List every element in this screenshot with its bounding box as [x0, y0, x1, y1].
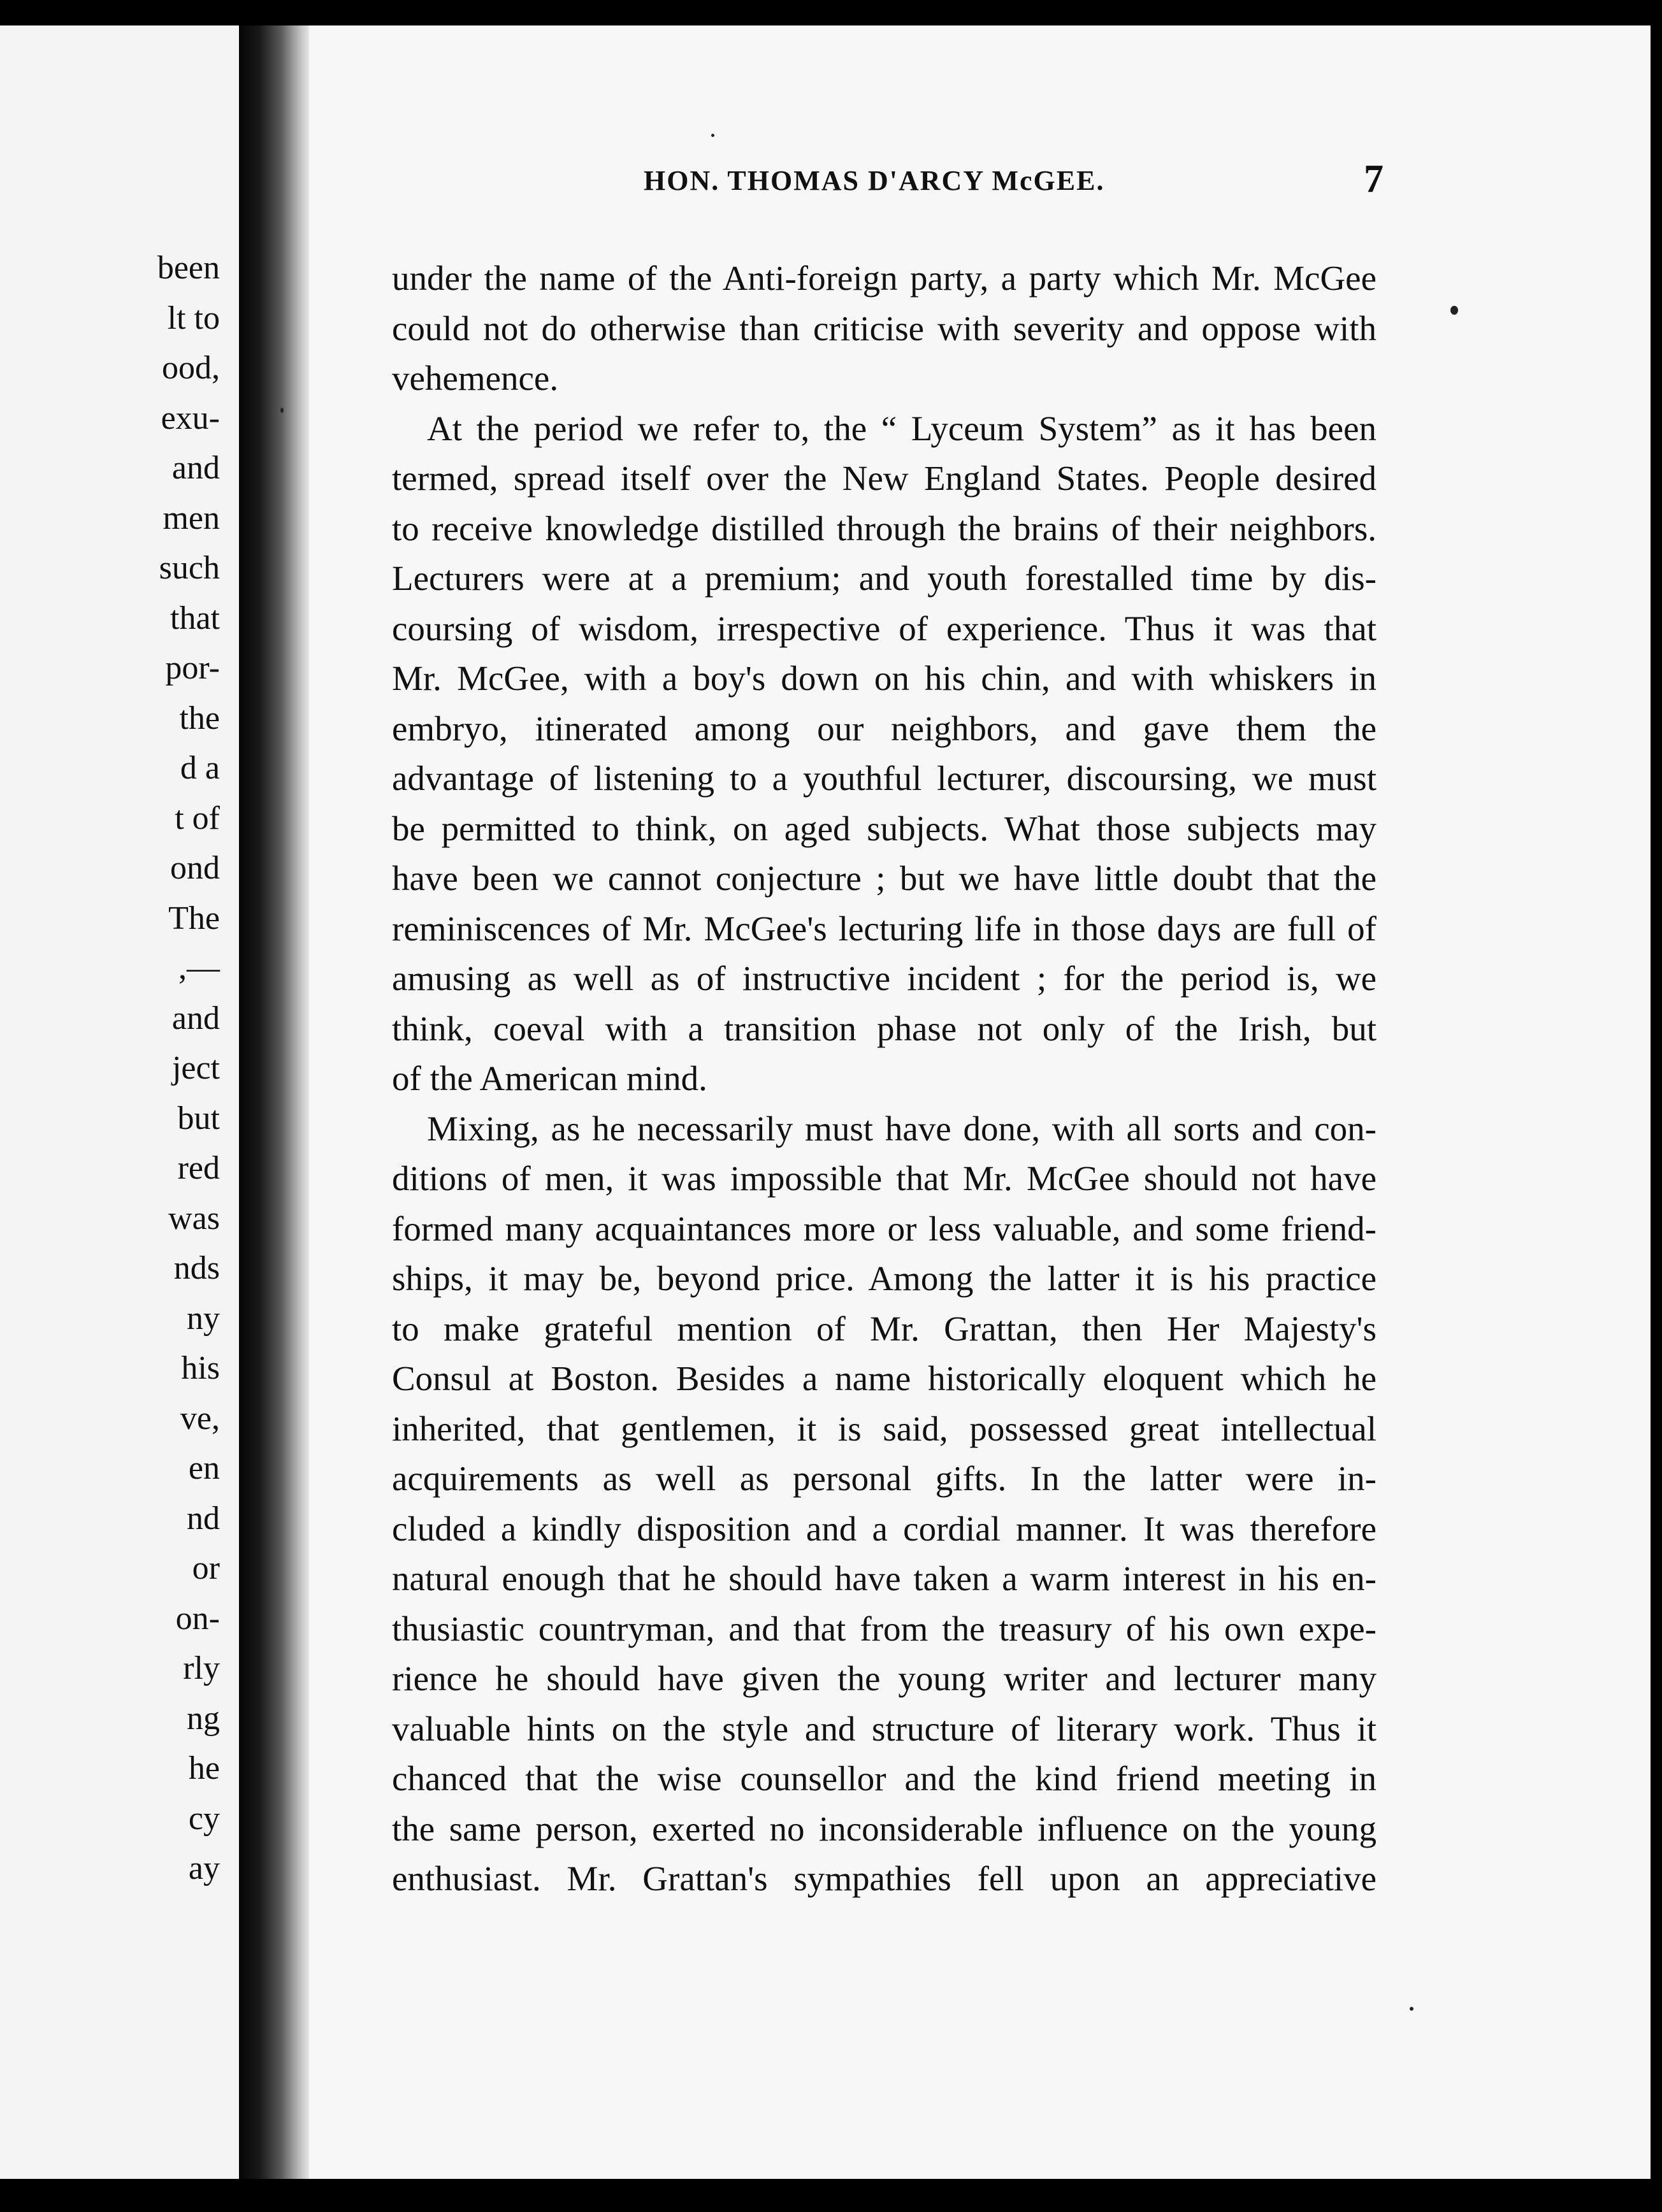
text-line: vehemence. — [392, 359, 559, 398]
left-page-line-fragment: and — [171, 450, 220, 486]
left-page-line-fragment: men — [163, 499, 220, 536]
left-page-line-fragment: ood, — [162, 350, 220, 386]
left-page-line-fragment: exu- — [161, 399, 220, 436]
text-line: of the American mind. — [392, 1059, 707, 1098]
text-line: At the period we refer to, the “ Lyceum System” as it has been — [427, 408, 1377, 448]
text-line: advantage of listening to a youthful lecturer, discoursing, we must — [392, 759, 1377, 798]
text-line: Lecturers were at a premium; and youth forestalled time by dis- — [392, 559, 1377, 598]
text-line: coursing of wisdom, irrespective of experience. Thus it was that — [392, 608, 1377, 648]
left-page-line-fragment: been — [157, 250, 220, 286]
left-page-line-fragment: he — [188, 1750, 220, 1786]
left-page-line-fragment: red — [177, 1150, 220, 1186]
text-line: cluded a kindly disposition and a cordial manner. It was therefore — [392, 1509, 1377, 1548]
running-head: HON. THOMAS D'ARCY McGEE. — [644, 165, 1105, 196]
text-line: the same person, exerted no inconsiderable influence on the young — [392, 1809, 1377, 1848]
scan-speck — [1410, 2007, 1413, 2011]
left-page-line-fragment: ject — [171, 1050, 220, 1086]
text-line: Mr. McGee, with a boy's down on his chin, and with whiskers in — [392, 659, 1377, 698]
text-line: valuable hints on the style and structure of literary work. Thus it — [392, 1709, 1377, 1748]
body-text — [392, 254, 1377, 1904]
text-line: Consul at Boston. Besides a name historically eloquent which he — [392, 1359, 1377, 1398]
left-page-line-fragment: ve, — [180, 1400, 220, 1437]
left-page-line-fragment: ny — [187, 1300, 220, 1337]
left-page-line-fragment: The — [168, 900, 220, 937]
left-page-line-fragment: t of — [175, 800, 220, 837]
left-page-line-fragment: was — [168, 1200, 220, 1237]
text-line: to receive knowledge distilled through the brains of their neighbors. — [392, 508, 1377, 548]
left-page-line-fragment: ,— — [178, 950, 220, 986]
text-line: could not do otherwise than criticise with severity and oppose with — [392, 308, 1377, 348]
text-line: Mixing, as he necessarily must have done, with all sorts and con- — [427, 1109, 1377, 1148]
left-page-line-fragment: the — [179, 700, 220, 736]
text-line: to make grateful mention of Mr. Grattan, then Her Majesty's — [392, 1309, 1377, 1348]
text-line: termed, spread itself over the New England States. People desired — [392, 459, 1377, 498]
scan-speck — [711, 134, 714, 137]
left-page-line-fragments — [0, 243, 220, 1894]
text-line: rience he should have given the young writer and lecturer many — [392, 1659, 1377, 1698]
text-line: embryo, itinerated among our neighbors, and gave them the — [392, 708, 1377, 748]
left-page-line-fragment: ay — [188, 1850, 220, 1886]
left-page-line-fragment: en — [188, 1450, 220, 1486]
scan-speck — [1450, 306, 1458, 315]
left-page-line-fragment: nd — [187, 1500, 220, 1537]
left-page-line-fragment: d a — [180, 750, 220, 786]
text-line: reminiscences of Mr. McGee's lecturing life in those days are full of — [392, 908, 1377, 948]
left-page-line-fragment: on- — [175, 1600, 220, 1637]
left-page-line-fragment: por- — [165, 650, 220, 686]
left-page-line-fragment: ng — [187, 1700, 220, 1737]
left-page-line-fragment: nds — [173, 1250, 220, 1286]
left-page-line-fragment: that — [170, 600, 220, 636]
left-page-line-fragment: lt to — [167, 299, 220, 336]
text-line: thusiastic countryman, and that from the treasury of his own expe- — [392, 1609, 1377, 1648]
left-page-line-fragment: his — [181, 1350, 220, 1386]
text-line: ships, it may be, beyond price. Among the latter it is his practice — [392, 1259, 1377, 1298]
text-line: enthusiast. Mr. Grattan's sympathies fell upon an appreciative — [392, 1859, 1377, 1898]
left-page-line-fragment: but — [177, 1100, 220, 1137]
left-page-line-fragment: or — [192, 1550, 220, 1586]
text-line: have been we cannot conjecture ; but we have little doubt that the — [392, 859, 1377, 898]
left-page-line-fragment: cy — [188, 1800, 220, 1837]
scan-speck — [280, 408, 284, 413]
page-number: 7 — [1364, 157, 1384, 201]
text-line: natural enough that he should have taken a warm interest in his en- — [392, 1559, 1377, 1598]
left-page-line-fragment: such — [159, 550, 220, 586]
text-line: ditions of men, it was impossible that Mr. McGee should not have — [392, 1159, 1377, 1198]
left-page-line-fragment: rly — [183, 1650, 220, 1686]
text-line: chanced that the wise counsellor and the kind friend meeting in — [392, 1759, 1377, 1798]
text-line: under the name of the Anti-foreign party, a party which Mr. McGee — [392, 259, 1377, 298]
text-line: think, coeval with a transition phase not only of the Irish, but — [392, 1009, 1377, 1048]
text-line: formed many acquaintances more or less valuable, and some friend- — [392, 1209, 1377, 1248]
left-page-line-fragment: and — [171, 1000, 220, 1037]
book-gutter-shadow — [239, 25, 309, 2179]
left-page-line-fragment: ond — [170, 850, 220, 886]
text-line: inherited, that gentlemen, it is said, possessed great intellectual — [392, 1409, 1377, 1448]
text-line: be permitted to think, on aged subjects. What those subjects may — [392, 808, 1377, 848]
text-line: acquirements as well as personal gifts. In the latter were in- — [392, 1459, 1377, 1498]
text-line: amusing as well as of instructive incident ; for the period is, we — [392, 959, 1377, 998]
